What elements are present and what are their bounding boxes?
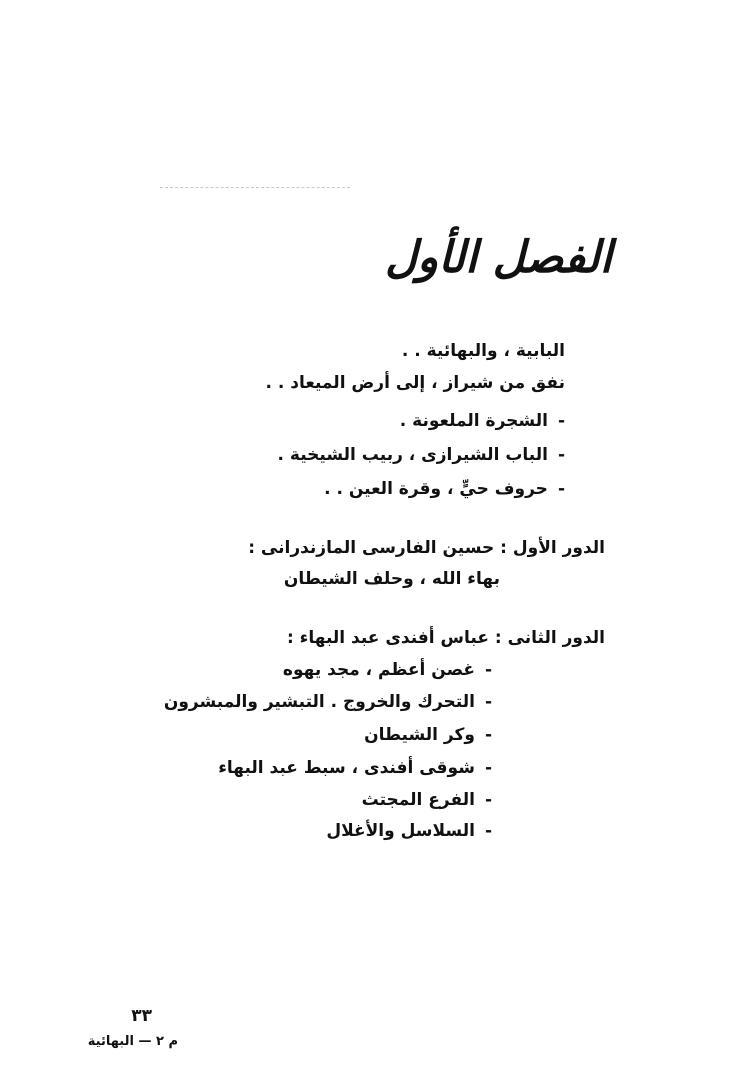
- dash-marker: -: [557, 445, 565, 465]
- second-era-item-text: الفرع المجتث: [361, 790, 475, 810]
- second-era-item-text: التحرك والخروج . التبشير والمبشرون: [163, 692, 475, 712]
- dash-marker: -: [484, 692, 492, 712]
- intro-item-2: [278, 444, 565, 466]
- dash-marker: -: [484, 758, 492, 778]
- second-era-item-text: شوقى أفندى ، سبط عبد البهاء: [218, 758, 475, 778]
- intro-line-1: البابية ، والبهائية . .: [401, 341, 565, 361]
- intro-item-3: [324, 478, 565, 500]
- intro-item-1: [400, 410, 565, 432]
- second-era-label: الدور الثانى :: [494, 628, 605, 648]
- first-era-heading: [248, 537, 605, 559]
- second-era-item-text: غصن أعظم ، مجد يهوه: [282, 660, 475, 680]
- dash-marker: -: [484, 821, 492, 841]
- chapter-title: الفصل الأول: [385, 232, 612, 283]
- second-era-heading: [287, 627, 605, 649]
- second-era-item-3: [364, 724, 492, 746]
- second-era-item-6: [326, 820, 492, 842]
- second-era-item-4: [218, 757, 492, 779]
- page-number: ٣٣: [131, 1006, 152, 1026]
- footer-signature: م ٢ — البهائية: [87, 1034, 178, 1049]
- second-era-item-2: [164, 691, 492, 713]
- scan-artifact-line: [160, 187, 350, 188]
- second-era-item-text: وكر الشيطان: [364, 725, 475, 745]
- second-era-item-text: السلاسل والأغلال: [326, 821, 475, 841]
- dash-marker: -: [484, 790, 492, 810]
- intro-item-text: الباب الشيرازى ، ربيب الشيخية .: [277, 445, 548, 465]
- first-era-text: حسين الفارسى المازندرانى :: [248, 538, 495, 558]
- first-era-label: الدور الأول :: [500, 538, 605, 558]
- second-era-text: عباس أفندى عبد البهاء :: [286, 628, 489, 648]
- intro-item-text: حروف حيٍّ ، وقرة العين . .: [324, 479, 548, 499]
- dash-marker: -: [557, 411, 565, 431]
- second-era-item-5: [362, 789, 492, 811]
- intro-item-text: الشجرة الملعونة .: [399, 411, 548, 431]
- dash-marker: -: [557, 479, 565, 499]
- second-era-item-1: [283, 659, 492, 681]
- dash-marker: -: [484, 660, 492, 680]
- dash-marker: -: [484, 725, 492, 745]
- first-era-subtext: بهاء الله ، وحلف الشيطان: [283, 569, 500, 589]
- intro-line-2: نفق من شيراز ، إلى أرض الميعاد . .: [265, 373, 565, 393]
